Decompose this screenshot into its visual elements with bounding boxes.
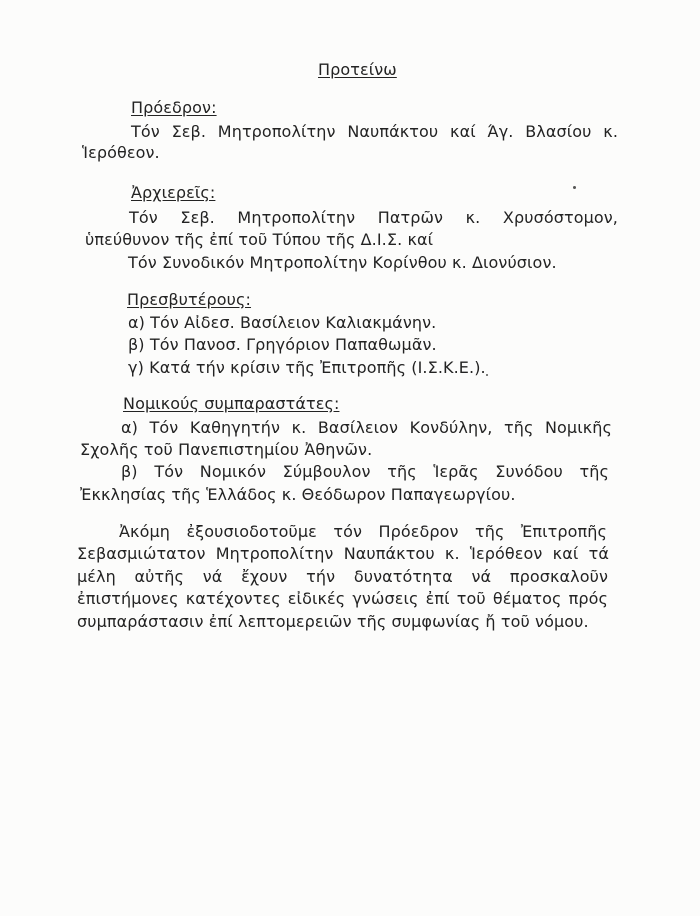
legal-item-a-line-2: Σχολῆς τοῦ Πανεπιστημίου Ἀθηνῶν.	[80, 440, 373, 459]
bishops-heading: Ἀρχιερεῖς:	[131, 183, 216, 202]
president-line-2: Ἱερόθεον.	[82, 143, 160, 162]
legal-heading: Νομικούς συμπαραστάτες:	[123, 394, 340, 413]
president-heading: Πρόεδρον:	[131, 98, 217, 117]
presbyters-item-c: γ) Κατά τήν κρίσιν τῆς Ἐπιτροπῆς (Ι.Σ.Κ.Ε.).	[128, 358, 486, 377]
document-title: Προτείνω	[318, 60, 397, 79]
president-line-1: Τόν Σεβ. Μητροπολίτην Ναυπάκτου καί Άγ. Βλασίου κ.	[131, 122, 618, 141]
legal-item-b-line-1: β) Τόν Νομικόν Σύμβουλον τῆς Ἱερᾶς Συνόδου τῆς	[121, 462, 609, 481]
presbyters-heading: Πρεσβυτέρους:	[127, 290, 252, 309]
legal-item-b-line-2: Ἐκκλησίας τῆς Ἑλλάδος κ. Θεόδωρον Παπαγεωργίου.	[80, 485, 516, 504]
closing-line-4: ἐπιστήμονες κατέχοντες εἰδικές γνώσεις ἐπί τοῦ θέματος πρός	[77, 589, 608, 608]
legal-item-a-line-1: α) Τόν Καθηγητήν κ. Βασίλειον Κονδύλην, τῆς Νομικῆς	[121, 418, 612, 437]
closing-line-2: Σεβασμιώτατον Μητροπολίτην Ναυπάκτου κ. Ἱερόθεον καί τά	[77, 544, 609, 563]
scan-speck	[486, 374, 488, 376]
closing-line-3: μέλη αὐτῆς νά ἔχουν τήν δυνατότητα νά προσκαλοῦν	[77, 567, 608, 586]
presbyters-item-b: β) Τόν Πανοσ. Γρηγόριον Παπαθωμᾶν.	[128, 335, 437, 354]
bishops-line-1: Τόν Σεβ. Μητροπολίτην Πατρῶν κ. Χρυσόστομον,	[129, 208, 618, 227]
presbyters-item-a: α) Τόν Αἰδεσ. Βασίλειον Καλιακμάνην.	[128, 313, 437, 332]
closing-line-5: συμπαράστασιν ἐπί λεπτομερειῶν τῆς συμφωνίας ἤ τοῦ νόμου.	[77, 612, 589, 631]
scan-speck	[573, 186, 576, 189]
closing-line-1: Ἀκόμη ἐξουσιοδοτοῦμε τόν Πρόεδρον τῆς Ἐπιτροπῆς	[119, 522, 607, 541]
bishops-line-3: Τόν Συνοδικόν Μητροπολίτην Κορίνθου κ. Διονύσιον.	[128, 253, 557, 272]
bishops-line-2: ὑπεύθυνον τῆς ἐπί τοῦ Τύπου τῆς Δ.Ι.Σ. καί	[85, 230, 434, 249]
